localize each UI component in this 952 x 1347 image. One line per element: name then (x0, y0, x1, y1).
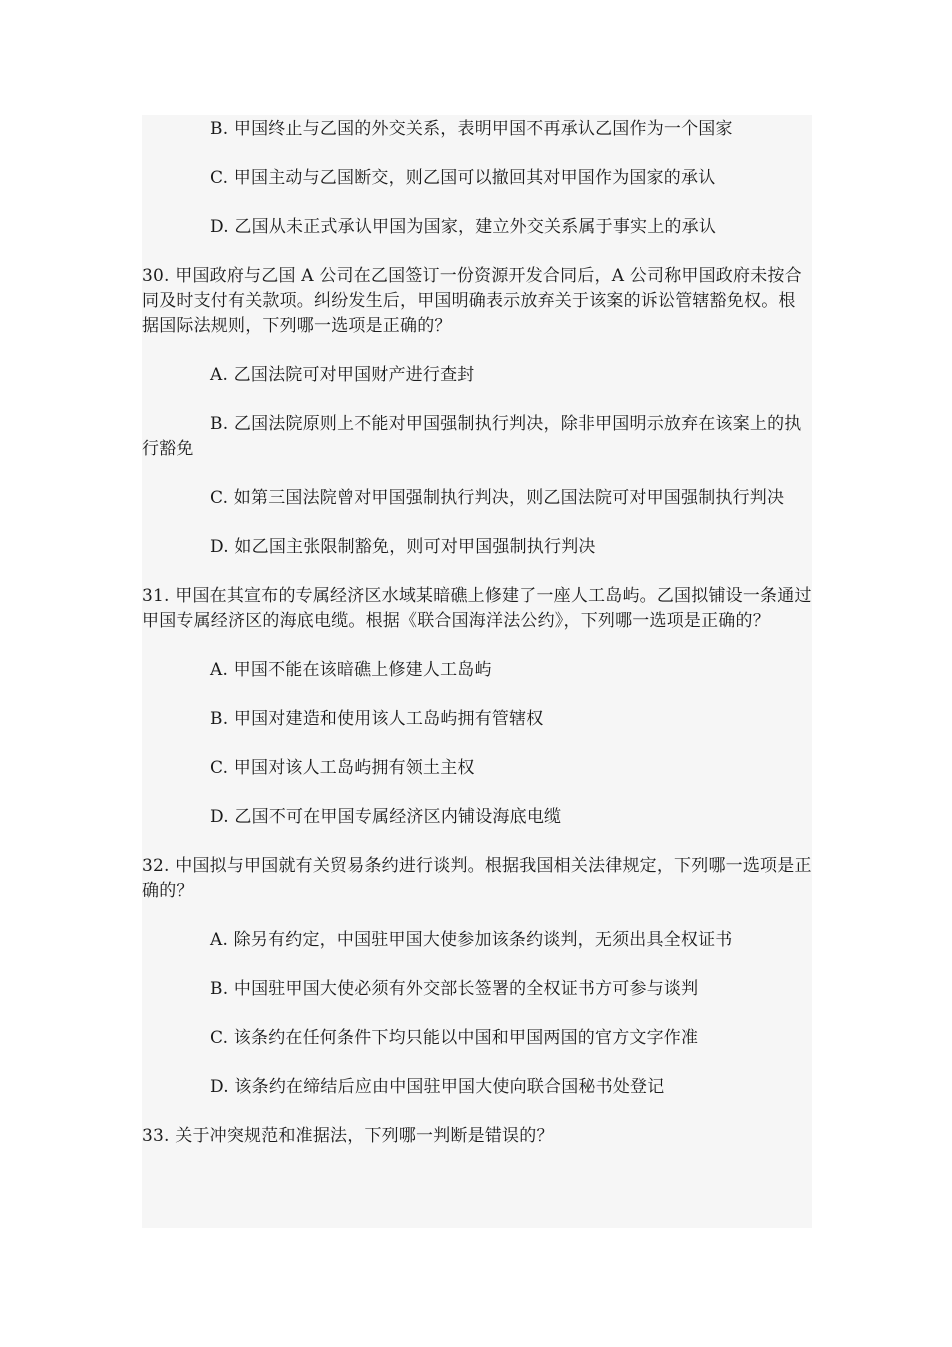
option-30-d: D. 如乙国主张限制豁免，则可对甲国强制执行判决 (210, 537, 596, 557)
option-32-a: A. 除另有约定，中国驻甲国大使参加该条约谈判，无须出具全权证书 (210, 930, 733, 950)
option-31-b: B. 甲国对建造和使用该人工岛屿拥有管辖权 (210, 709, 544, 729)
question-32: 32. 中国拟与甲国就有关贸易条约进行谈判。根据我国相关法律规定，下列哪一选项是正确的？ (142, 856, 812, 901)
option-30-b: B. 乙国法院原则上不能对甲国强制执行判决，除非甲国明示放弃在该案上的执行豁免 (142, 414, 802, 459)
option-30-a: A. 乙国法院可对甲国财产进行查封 (210, 365, 475, 385)
question-30: 30. 甲国政府与乙国 A 公司在乙国签订一份资源开发合同后，A 公司称甲国政府未按合同及时支付有关款项。纠纷发生后，甲国明确表示放弃关于该案的诉讼管辖豁免权。根据国际法规则，下列哪一选项是正确的？ (142, 266, 802, 336)
option-32-b: B. 中国驻甲国大使必须有外交部长签署的全权证书方可参与谈判 (210, 979, 699, 999)
option-29-c: C. 甲国主动与乙国断交，则乙国可以撤回其对甲国作为国家的承认 (210, 168, 716, 188)
option-31-d: D. 乙国不可在甲国专属经济区内铺设海底电缆 (210, 807, 562, 827)
option-29-d: D. 乙国从未正式承认甲国为国家，建立外交关系属于事实上的承认 (210, 217, 717, 237)
option-31-c: C. 甲国对该人工岛屿拥有领土主权 (210, 758, 475, 778)
option-32-d: D. 该条约在缔结后应由中国驻甲国大使向联合国秘书处登记 (210, 1077, 665, 1097)
question-33: 33. 关于冲突规范和准据法，下列哪一判断是错误的？ (142, 1126, 554, 1146)
option-30-c: C. 如第三国法院曾对甲国强制执行判决，则乙国法院可对甲国强制执行判决 (210, 488, 785, 508)
option-31-a: A. 甲国不能在该暗礁上修建人工岛屿 (210, 660, 492, 680)
option-32-c: C. 该条约在任何条件下均只能以中国和甲国两国的官方文字作准 (210, 1028, 699, 1048)
document-page (142, 115, 812, 1228)
question-31: 31. 甲国在其宣布的专属经济区水域某暗礁上修建了一座人工岛屿。乙国拟铺设一条通过甲国专属经济区的海底电缆。根据《联合国海洋法公约》，下列哪一选项是正确的？ (142, 586, 812, 631)
option-29-b: B. 甲国终止与乙国的外交关系，表明甲国不再承认乙国作为一个国家 (210, 119, 733, 139)
